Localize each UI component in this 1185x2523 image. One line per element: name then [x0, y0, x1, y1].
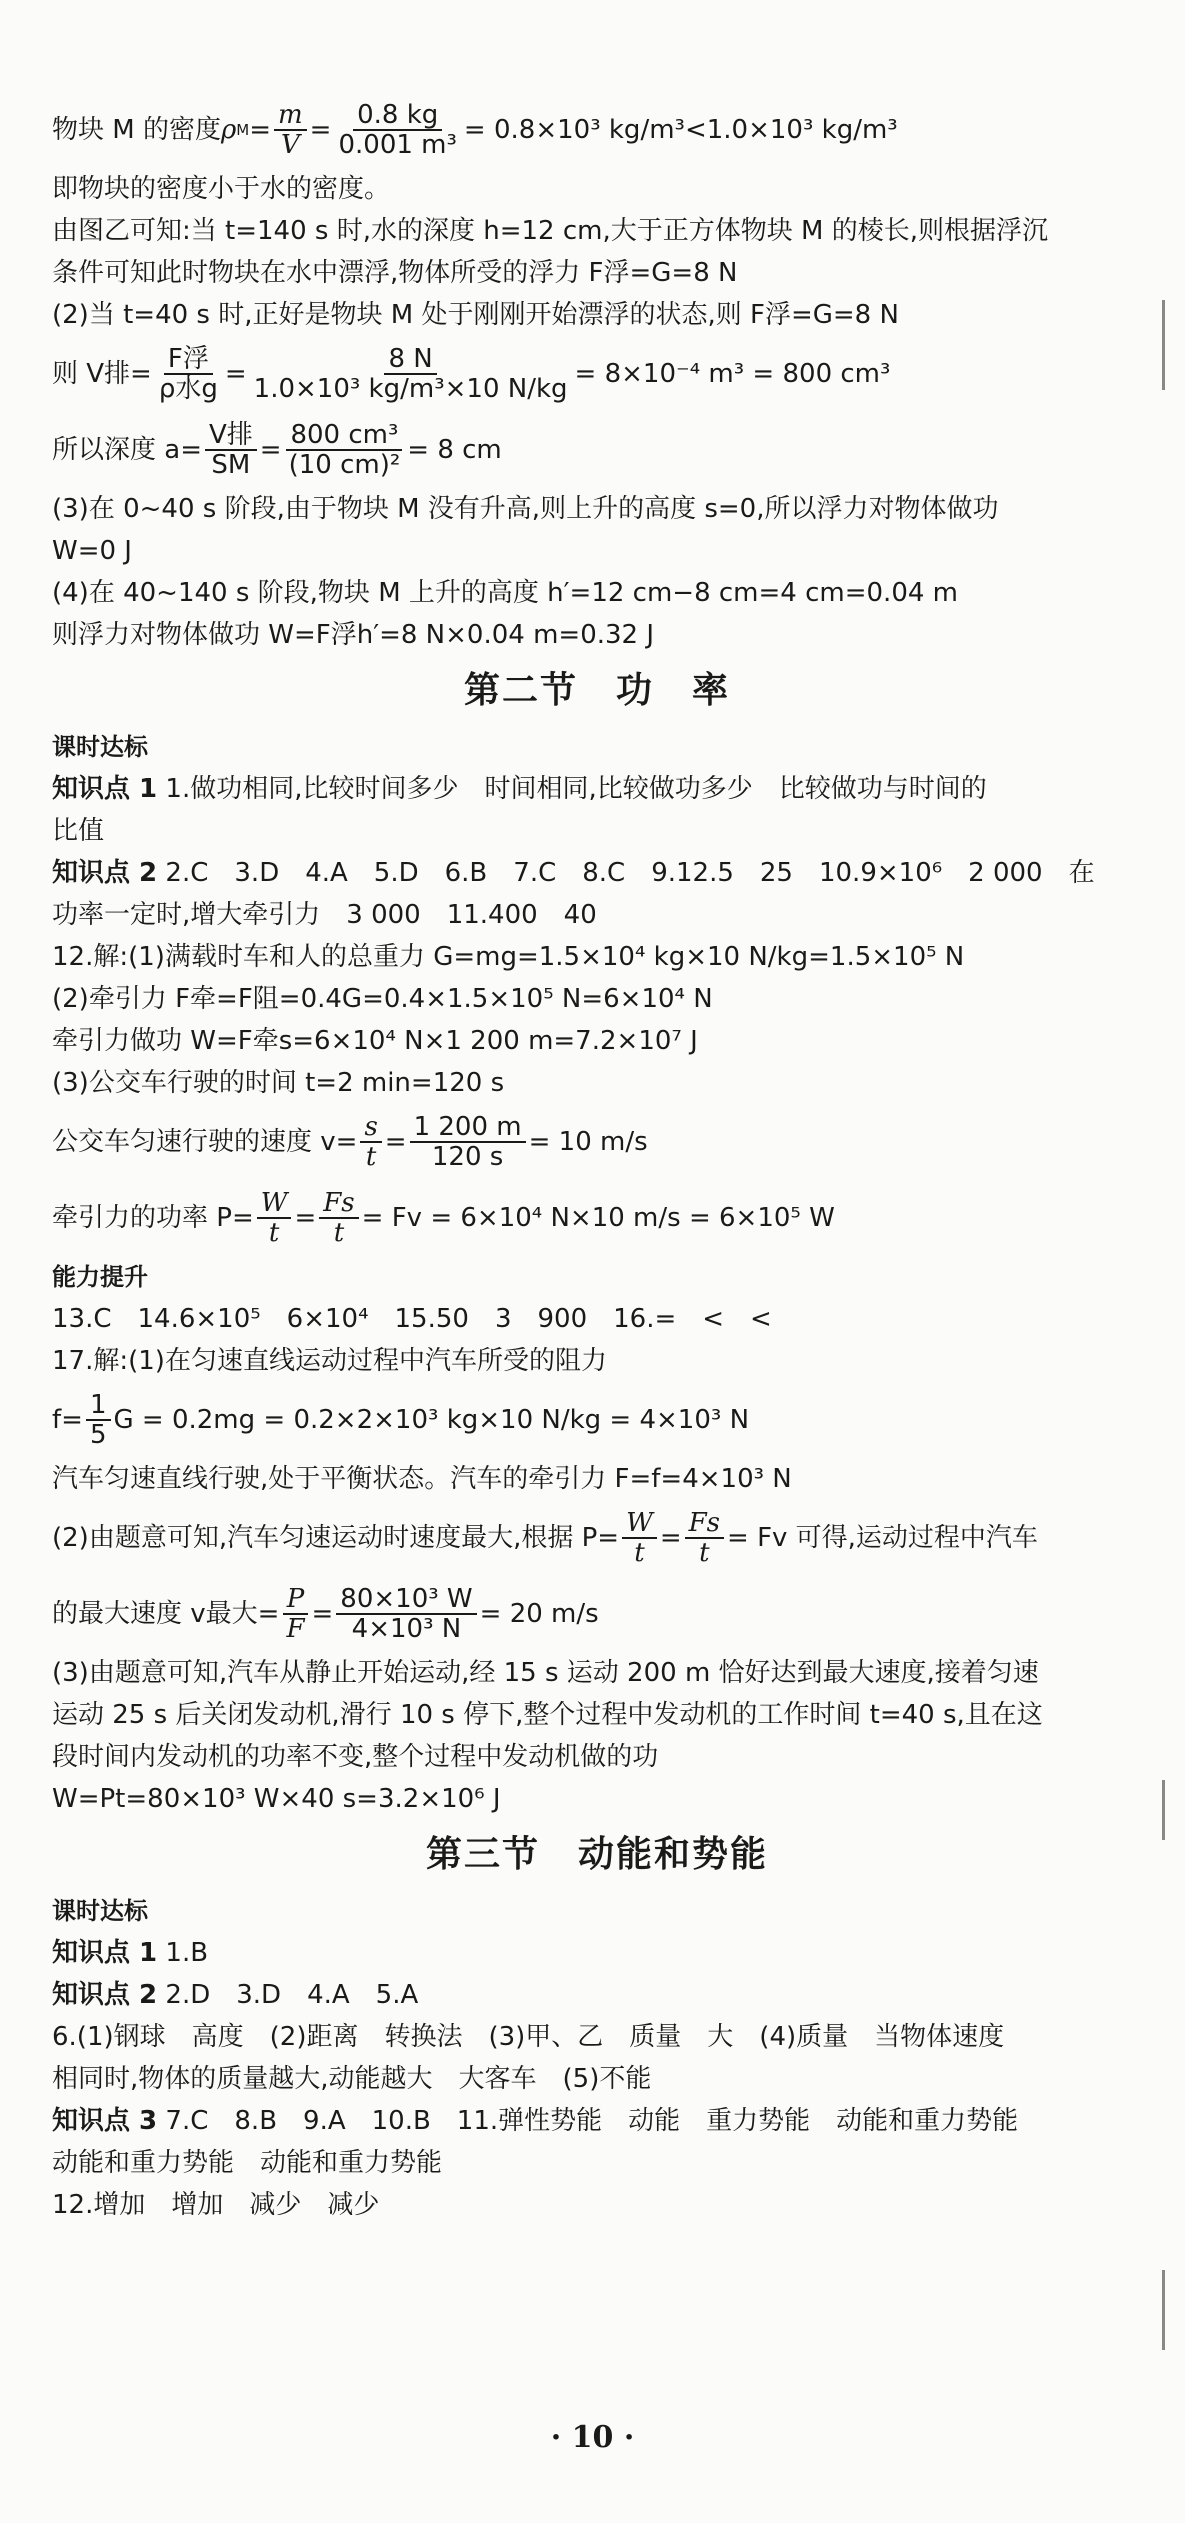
- subsection-title: 能力提升: [52, 1263, 148, 1291]
- volume-formula-line: 则 V排= $\frac{\text{F浮}}{\text{ρ水g}}$ = $\frac{8 N}{\text{1.0×10³ kg/m³×10 N/kg}}$ = 8×10⁻⁴ m³ = 800 cm³: [52, 344, 891, 404]
- text: 物块 M 的密度: [52, 115, 221, 145]
- text-line: 12.增加 增加 减少 减少: [52, 2190, 380, 2220]
- knowledge-point: 知识点 2 2.C 3.D 4.A 5.D 6.B 7.C 8.C 9.12.5 25 10.9×10⁶ 2 000 在: [52, 858, 1095, 888]
- text-line: (3)由题意可知,汽车从静止开始运动,经 15 s 运动 200 m 恰好达到最大速度,接着匀速: [52, 1658, 1039, 1688]
- fraction: $\frac{s}{t}$: [360, 1113, 381, 1171]
- knowledge-point: 知识点 1 1.做功相同,比较时间多少 时间相同,比较做功多少 比较做功与时间的: [52, 774, 987, 804]
- fraction: $\frac{\text{800 cm³}}{\text{(10 cm)²}}$: [285, 421, 405, 479]
- fraction: $\frac{1}{5}$: [86, 1391, 111, 1449]
- power-formula-line: 牵引力的功率 P= $\frac{W}{t}$ = $\frac{Fs}{t}$ = Fv = 6×10⁴ N×10 m/s = 6×10⁵ W: [52, 1188, 835, 1248]
- fraction: $\frac{8 N}{\text{1.0×10³ kg/m³×10 N/kg}}$: [253, 344, 568, 404]
- text-line: 段时间内发动机的功率不变,整个过程中发动机做的功: [52, 1742, 659, 1772]
- text-line: W=Pt=80×10³ W×40 s=3.2×10⁶ J: [52, 1784, 501, 1814]
- text-line: 功率一定时,增大牵引力 3 000 11.400 40: [52, 900, 597, 930]
- rho-symbol: ρ: [220, 115, 237, 145]
- text-line: 则浮力对物体做功 W=F浮h′=8 N×0.04 m=0.32 J: [52, 620, 655, 650]
- fraction: $\frac{1 200 m}{120 s}$: [410, 1113, 526, 1171]
- subsection-title: 课时达标: [52, 1897, 148, 1925]
- text-line: (3)公交车行驶的时间 t=2 min=120 s: [52, 1068, 505, 1098]
- speed-formula-line: 公交车匀速行驶的速度 v= $\frac{s}{t}$ = $\frac{1 200 m}{120 s}$ = 10 m/s: [52, 1112, 648, 1172]
- text-line: 相同时,物体的质量越大,动能越大 大客车 (5)不能: [52, 2064, 652, 2094]
- fraction: $\frac{\text{V排}}{SM}$: [205, 421, 257, 479]
- fraction: $\frac{\text{F浮}}{\text{ρ水g}}$: [158, 344, 218, 404]
- subsection-title: 课时达标: [52, 733, 148, 761]
- text-line: 13.C 14.6×10⁵ 6×10⁴ 15.50 3 900 16.= < <: [52, 1304, 772, 1334]
- page-edge-mark: [1162, 300, 1165, 390]
- text-line: 条件可知此时物块在水中漂浮,物体所受的浮力 F浮=G=8 N: [52, 258, 738, 288]
- page-number: · 10 ·: [550, 2420, 635, 2455]
- text-line: (4)在 40~140 s 阶段,物块 M 上升的高度 h′=12 cm−8 cm=4 cm=0.04 m: [52, 578, 958, 608]
- text-line: 比值: [52, 816, 105, 846]
- depth-formula-line: 所以深度 a= $\frac{\text{V排}}{SM}$ = $\frac{\text{800 cm³}}{\text{(10 cm)²}}$ = 8 cm: [52, 420, 502, 480]
- fraction: $\frac{0.8 kg}{\text{0.001 m³}}$: [338, 100, 457, 160]
- fraction: $\frac{Fs}{t}$: [319, 1189, 358, 1247]
- answer-page: [52, 92, 1142, 2226]
- text-line: W=0 J: [52, 536, 132, 566]
- section-title: 第二节 功 率: [463, 670, 730, 711]
- subscript: M: [236, 121, 250, 139]
- text-line: 运动 25 s 后关闭发动机,滑行 10 s 停下,整个过程中发动机的工作时间 t=40 s,且在这: [52, 1700, 1043, 1730]
- section-title: 第三节 动能和势能: [425, 1834, 768, 1875]
- fraction: $\frac{W}{t}$: [622, 1509, 657, 1567]
- text-line: (3)在 0~40 s 阶段,由于物块 M 没有升高,则上升的高度 s=0,所以浮力对物体做功: [52, 494, 999, 524]
- text-line: 12.解:(1)满载时车和人的总重力 G=mg=1.5×10⁴ kg×10 N/kg=1.5×10⁵ N: [52, 942, 965, 972]
- power-relation-line: (2)由题意可知,汽车匀速运动时速度最大,根据 P= $\frac{W}{t}$ = $\frac{Fs}{t}$ = Fv 可得,运动过程中汽车: [52, 1508, 1038, 1568]
- text-line: 牵引力做功 W=F牵s=6×10⁴ N×1 200 m=7.2×10⁷ J: [52, 1026, 698, 1056]
- fraction: $\frac{W}{t}$: [257, 1189, 292, 1247]
- page-edge-mark: [1162, 1780, 1165, 1840]
- density-formula-line: 物块 M 的密度 ρ M = $\frac{m}{V}$ = $\frac{0.8 kg}{\text{0.001 m³}}$ = 0.8×10³ kg/m³<1.0×10³ kg/m³: [52, 92, 1142, 168]
- max-speed-formula-line: 的最大速度 v最大= $\frac{P}{F}$ = $\frac{\text{80×10³ W}}{\text{4×10³ N}}$ = 20 m/s: [52, 1584, 599, 1644]
- text-line: 汽车匀速直线行驶,处于平衡状态。汽车的牵引力 F=f=4×10³ N: [52, 1464, 792, 1494]
- fraction: $\frac{m}{V}$: [274, 101, 307, 159]
- text-line: 动能和重力势能 动能和重力势能: [52, 2148, 443, 2178]
- fraction: $\frac{\text{80×10³ W}}{\text{4×10³ N}}$: [336, 1585, 476, 1643]
- text-line: (2)当 t=40 s 时,正好是物块 M 处于刚刚开始漂浮的状态,则 F浮=G=8 N: [52, 300, 899, 330]
- page-edge-mark: [1162, 2270, 1165, 2350]
- text: = 0.8×10³ kg/m³<1.0×10³ kg/m³: [463, 115, 898, 145]
- resistance-formula-line: f= $\frac{1}{5}$ G = 0.2mg = 0.2×2×10³ kg×10 N/kg = 4×10³ N: [52, 1390, 750, 1450]
- fraction: $\frac{Fs}{t}$: [685, 1509, 724, 1567]
- text-line: (2)牵引力 F牵=F阻=0.4G=0.4×1.5×10⁵ N=6×10⁴ N: [52, 984, 713, 1014]
- knowledge-point: 知识点 3 7.C 8.B 9.A 10.B 11.弹性势能 动能 重力势能 动能和重力势能: [52, 2106, 1019, 2136]
- text-line: 6.(1)钢球 高度 (2)距离 转换法 (3)甲、乙 质量 大 (4)质量 当物体速度: [52, 2022, 1005, 2052]
- text-line: 由图乙可知:当 t=140 s 时,水的深度 h=12 cm,大于正方体物块 M 的棱长,则根据浮沉: [52, 216, 1048, 246]
- knowledge-point: 知识点 2 2.D 3.D 4.A 5.A: [52, 1980, 419, 2010]
- text-line: 17.解:(1)在匀速直线运动过程中汽车所受的阻力: [52, 1346, 607, 1376]
- fraction: $\frac{P}{F}$: [282, 1585, 308, 1643]
- text-line: 即物块的密度小于水的密度。: [52, 174, 391, 204]
- knowledge-point: 知识点 1 1.B: [52, 1938, 209, 1968]
